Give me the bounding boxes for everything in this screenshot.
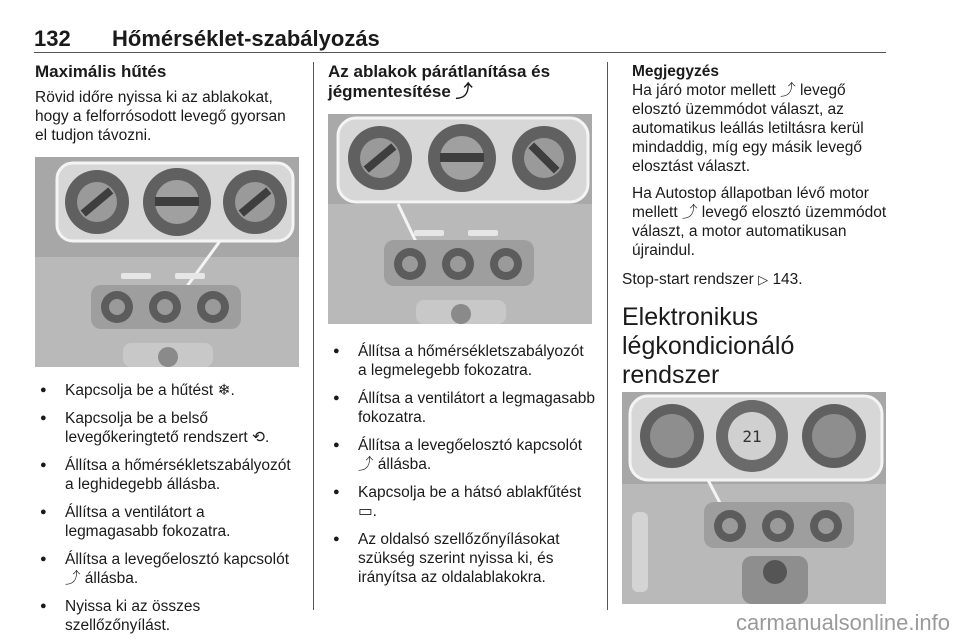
page-number: 132: [34, 26, 71, 51]
ref-arrow-icon: ▷: [758, 272, 769, 287]
section-heading: Maximális hűtés: [35, 62, 167, 81]
cross-reference[interactable]: [622, 270, 888, 289]
list-item: ● Állítsa a ventilátort a legmagasabb fokozatra.: [328, 389, 596, 427]
list-item: ● Nyissa ki az összes szellőzőnyílást.: [35, 597, 301, 635]
column-defrost: [328, 62, 596, 596]
note-paragraph: Ha Autostop állapotban lévő motor mellett ⤴ levegő elosztó üzemmódot választ, a motor automatikusan újraindul.: [632, 185, 887, 259]
electronic-ac-figure: [622, 392, 886, 604]
note-block: [622, 62, 888, 260]
electronic-ac-illustration: [622, 392, 886, 604]
section-title: Elektronikus: [622, 303, 759, 331]
page-header: [34, 28, 886, 53]
page-title: Hőmérséklet-szabályozás: [112, 26, 380, 51]
section-title-line2: légkondicionáló rendszer: [622, 332, 795, 389]
dashboard-controls-figure: [35, 157, 299, 367]
list-item: ● Kapcsolja be a belső levegőkeringtető rendszert ⟲.: [35, 409, 301, 447]
column-divider: [607, 62, 608, 610]
temperature-display: 21: [742, 427, 762, 446]
list-item: ● Állítsa a hőmérsékletszabályozót a leghidegebb állásba.: [35, 456, 301, 494]
ref-text: Stop-start rendszer: [622, 271, 754, 288]
section-heading-line2: jégmentesítése ⤴: [328, 82, 473, 101]
column-divider: [313, 62, 314, 610]
column-max-cooling: [35, 62, 301, 644]
list-item: ● Kapcsolja be a hátsó ablakfűtést ▭.: [328, 483, 596, 521]
column-note: [622, 62, 888, 604]
ref-page: 143.: [772, 271, 803, 288]
watermark: carmanualsonline.info: [735, 610, 950, 635]
list-item: ● Állítsa a levegőelosztó kapcsolót ⤴ állásba.: [328, 436, 596, 474]
list-item: ● Állítsa a levegőelosztó kapcsolót ⤴ állásba.: [35, 550, 301, 588]
note-paragraph: Ha járó motor mellett ⤴ levegő elosztó üzemmódot választ, az automatikus leállás letiltásra kerül mindaddig, míg egy másik levegő elosztást választ.: [632, 82, 864, 175]
section-heading: Az ablakok párátlanítása és: [328, 62, 551, 81]
list-item: ● Állítsa a ventilátort a legmagasabb fokozatra.: [35, 503, 301, 541]
list-item: ● Állítsa a hőmérsékletszabályozót a legmelegebb fokozatra.: [328, 342, 596, 380]
defrost-controls-figure: [328, 114, 592, 324]
defrost-steps-list: [328, 342, 596, 587]
list-item: ● Az oldalsó szellőzőnyílásokat szükség szerint nyissa ki, és irányítsa az oldalablakokra.: [328, 530, 596, 587]
intro-paragraph: Rövid időre nyissa ki az ablakokat, hogy a felforrósodott levegő gyorsan el tudjon távozni.: [35, 89, 286, 144]
climate-panel-illustration: [328, 114, 592, 324]
list-item: ● Kapcsolja be a hűtést ❄.: [35, 381, 301, 400]
cooling-steps-list: [35, 381, 301, 635]
climate-panel-illustration: [35, 157, 299, 367]
note-label: Megjegyzés: [632, 63, 720, 80]
